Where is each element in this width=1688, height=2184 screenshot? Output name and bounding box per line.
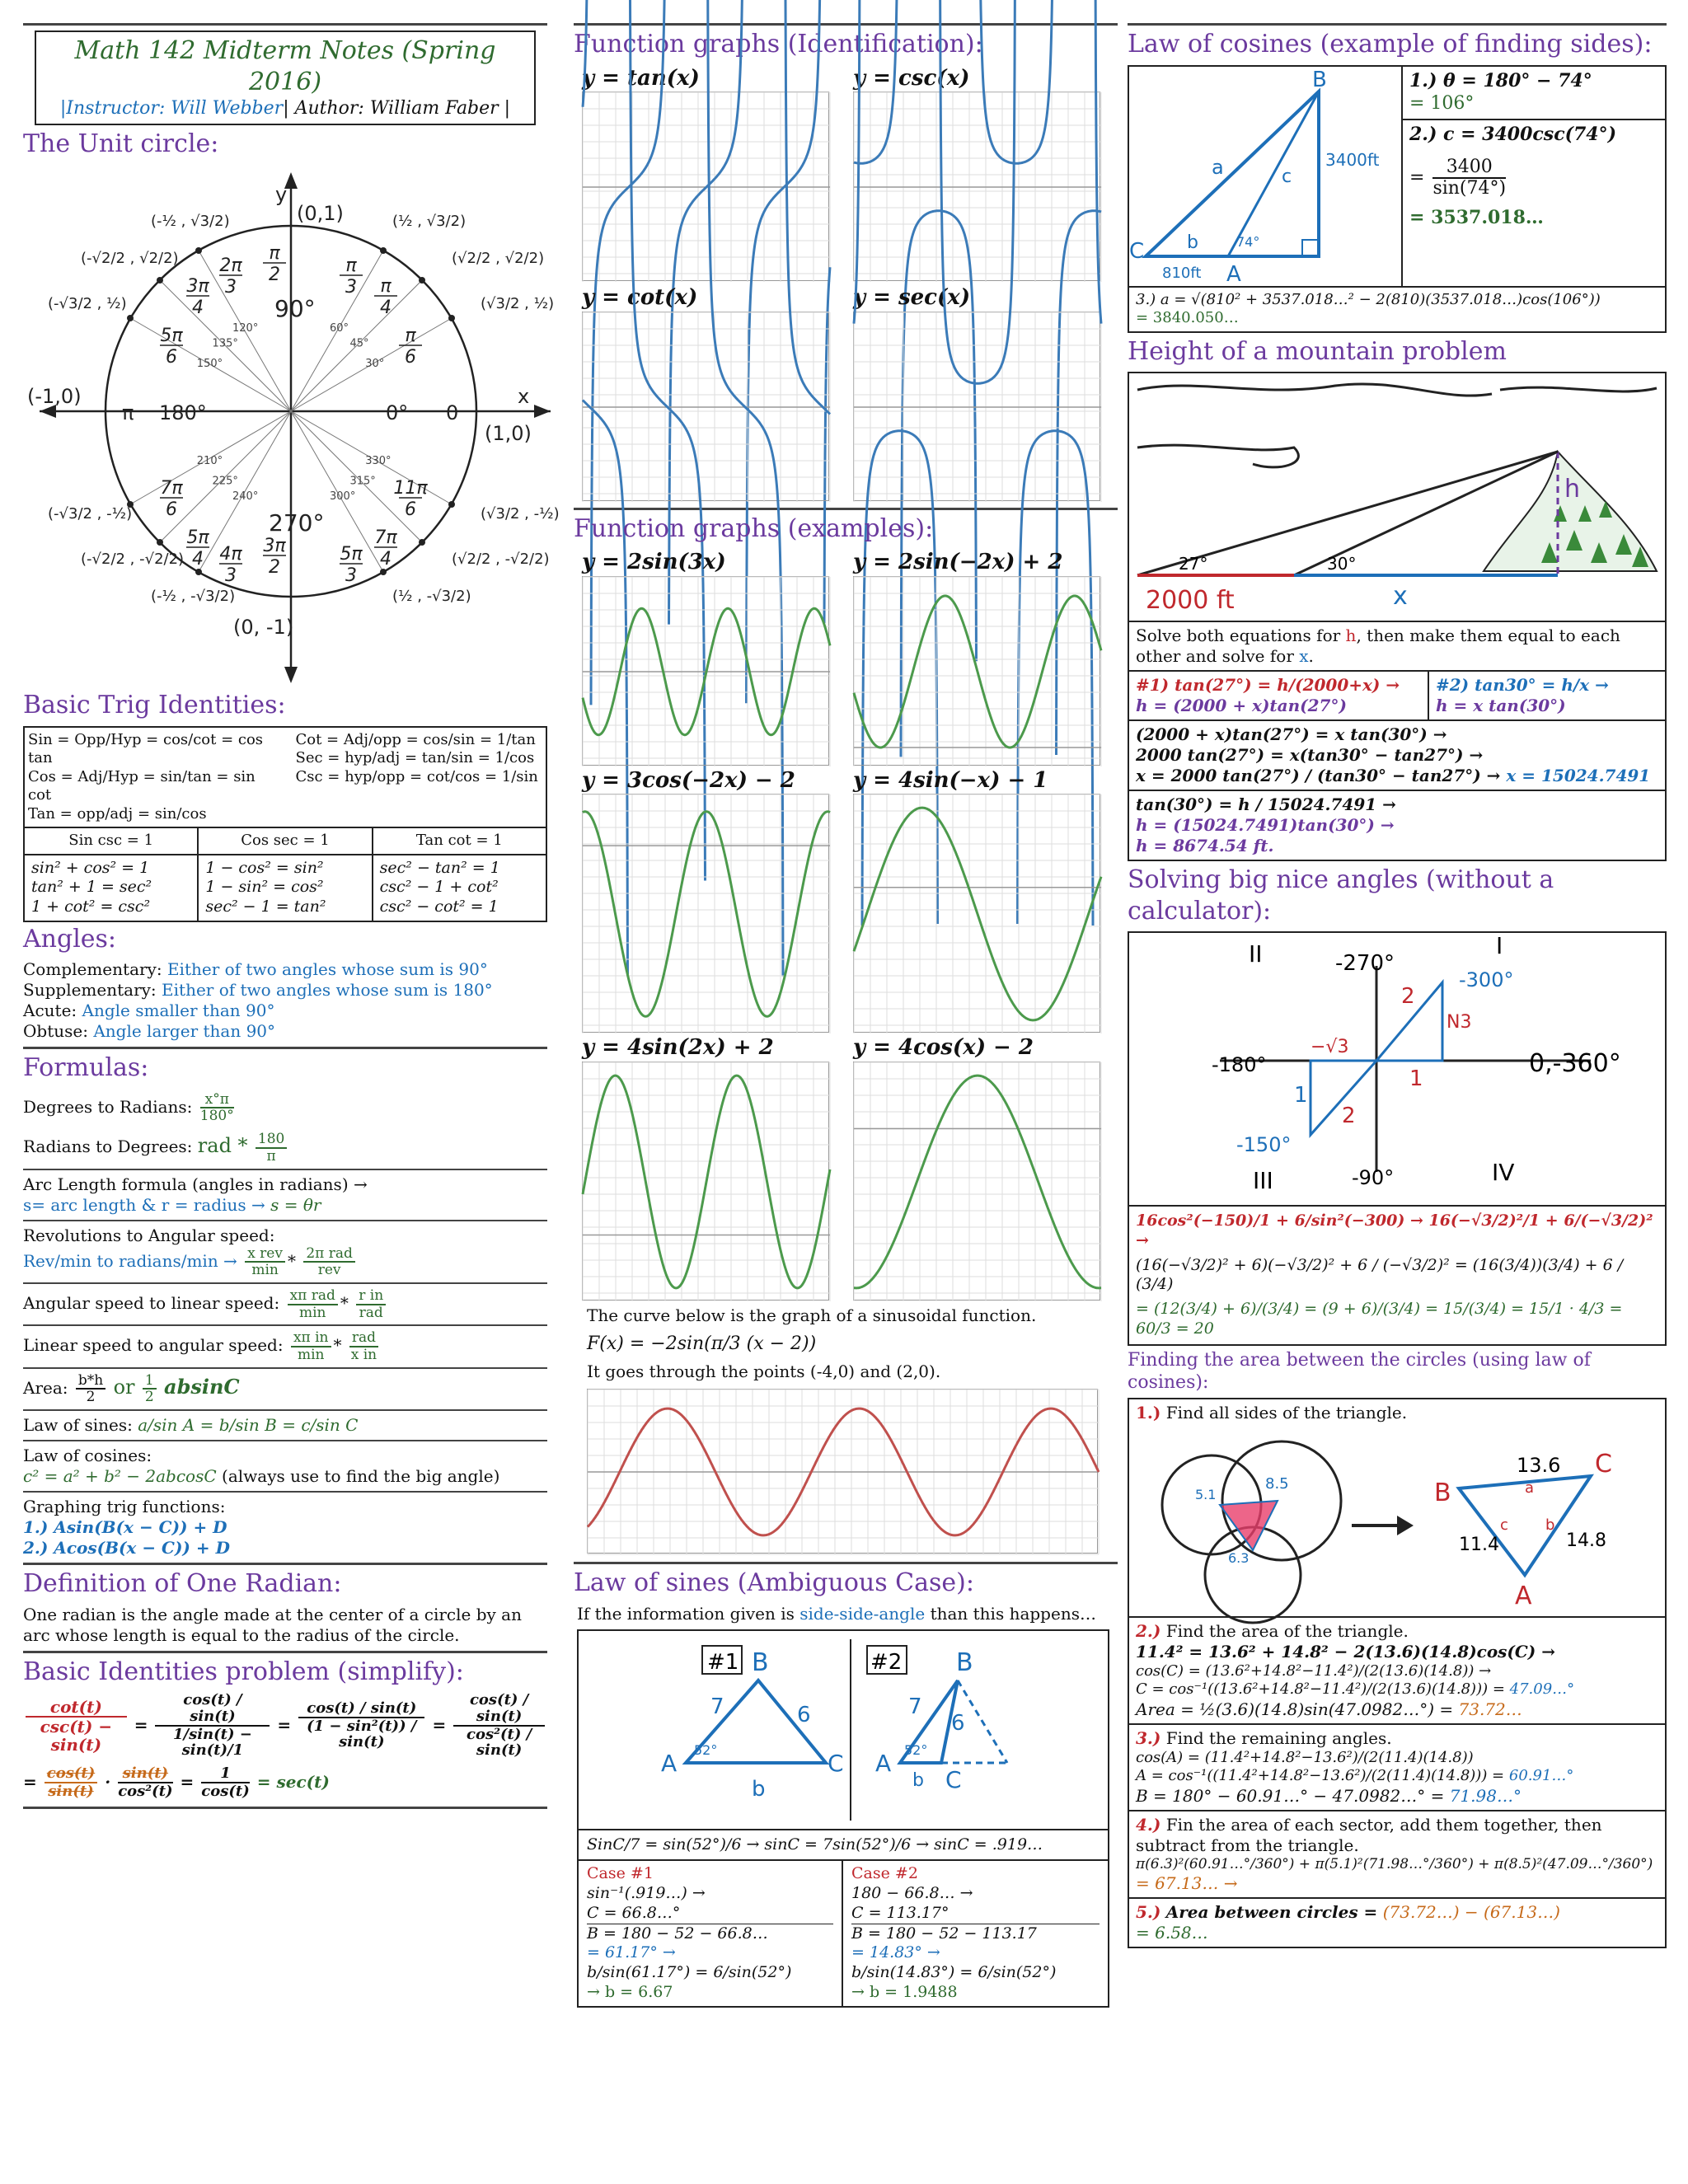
degree-label: 300° [330, 490, 356, 504]
degree-label: 330° [365, 455, 392, 467]
angle-fraction: 3π [186, 276, 209, 297]
mountain-heading: Height of a mountain problem [1128, 336, 1507, 366]
function-curve [583, 812, 830, 1017]
angle-fraction: 2 [269, 265, 280, 285]
column-right [1128, 23, 1667, 1948]
loc-step3: 3.) a = √(810² + 3537.018…² − 2(810)(3537.018…)cos(106°)) = 3840.050… [1128, 288, 1667, 333]
degree-label: 210° [196, 455, 223, 467]
pyth-identity: sec² − tan² = 1 [379, 858, 500, 877]
angle-term: Supplementary: [23, 980, 157, 1001]
angle-fraction: 3 [345, 565, 357, 586]
svg-text:2: 2 [1401, 984, 1415, 1009]
coordinate-label: (-√2/2 , -√2/2) [81, 551, 185, 568]
coordinate-label: (√2/2 , √2/2) [452, 250, 545, 267]
function-curve [854, 596, 1101, 748]
angle-fraction: 5π [340, 544, 363, 565]
angle-fraction: π [405, 326, 416, 346]
tan-graph [582, 91, 829, 281]
degree-label: 30° [365, 358, 385, 370]
sinusoid-graph [587, 1389, 1098, 1554]
angle-fraction: 2π [219, 255, 242, 276]
svg-text:c: c [1500, 1516, 1508, 1534]
angle-fraction: 4 [192, 298, 204, 318]
angle-term: Obtuse: [23, 1021, 88, 1042]
case-2: Case #2 180 − 66.8… → C = 113.17° B = 180 − 52 − 113.17 = 14.83° → b/sin(14.83°) = 6/sin(52°) → b = 1.9488 [843, 1861, 1108, 2005]
deg180-label: 180° [159, 401, 207, 424]
circles-heading: Finding the area between the circles (using law of cosines): [1128, 1349, 1591, 1393]
loc-triangle [1129, 67, 1401, 286]
loc-example-heading: Law of cosines (example of finding sides): [1128, 30, 1653, 59]
pyth-identity: tan² + 1 = sec² [31, 878, 152, 897]
angle-fraction: 7π [160, 478, 183, 499]
function-curve [583, 608, 830, 734]
angle-fraction: 6 [166, 499, 177, 520]
svg-text:a: a [1525, 1479, 1535, 1497]
svg-text:a: a [1212, 155, 1224, 179]
svg-text:7: 7 [908, 1694, 922, 1719]
title-box [35, 30, 536, 125]
angle-fraction: 4 [380, 549, 392, 569]
recip-tan-cot: Tan cot = 1 [373, 827, 546, 855]
svg-text:3400ft: 3400ft [1325, 149, 1380, 170]
angle-fraction: 5π [186, 527, 209, 548]
fn-ex-heading: Function graphs (examples): [574, 513, 934, 543]
identities-result: = sec(t) [256, 1772, 330, 1793]
svg-text:A: A [1515, 1581, 1532, 1610]
csc-graph [853, 91, 1100, 281]
angle-fraction: 3 [225, 277, 237, 298]
pyth-identity: csc² − 1 + cot² [379, 878, 499, 897]
angle-fraction: π [380, 276, 392, 297]
graph-label: y = sec(x) [853, 285, 971, 310]
svg-text:B: B [1312, 67, 1327, 92]
sec-graph [853, 312, 1100, 501]
angle-fraction: 6 [405, 347, 416, 368]
graph-label: y = csc(x) [853, 65, 970, 91]
coordinate-label: (-√3/2 , -½) [48, 505, 133, 523]
divider [23, 23, 547, 26]
svg-text:II: II [1249, 940, 1263, 968]
svg-text:6: 6 [951, 1710, 965, 1736]
graph-label: y = 2sin(−2x) + 2 [853, 550, 1063, 574]
svg-text:810ft: 810ft [1162, 264, 1202, 282]
angle-fraction: 11π [393, 478, 428, 499]
column-left: Math 142 Midterm Notes (Spring 2016) |Instructor: Will Webber| Author: William Faber | The Unit circle: y x (0,1) (0, -1) (-1,0) (1,0) π 180° 0° 0 90° 270° π 2 3π 2 π 3 2π 3 4π 3 5π 3 π 4 3π 4 5π 4 7π 4 π 6 5π 6 7π 6 11π 6 30° 45° 60° 120° 135° 150° 210° 225° 240° 300° 315° 330° (½ , √3/2) (√2/2 , √2/2) (√3/2 , ½) (-½ , √3/2) (-√2/2 , √2/2) (-√3/2 , ½) (-√3/2 , -½) (-√2/2 , -√2/2) (-½ , -√3/2) (√3/2 , -½) (√2/2 , -√2/2) (½ , -√3/2) Basic Trig Identities: Sin = Opp/Hyp = cos/cot = cos tan Cos = Adj/Hyp = sin/tan = sin cot Tan = opp/adj = sin/cos Cot = Adj/opp = cos/sin = 1/tan Sec = hyp/adj = tan/sin = 1/cos Csc = hyp/opp = cot/cos = 1/sin Sin csc = 1 Cos sec = 1 Tan cot = 1 sin² + cos² = 1 tan² + 1 = sec² 1 + cot² = csc² 1 − cos² = sin² 1 − sin² = cos² sec² − 1 = tan² sec² − tan² = 1 csc² − 1 + cot² csc² − cot² = 1 Angles: Complementary: Either of two angles whose sum is 90° Supplementary: Either of two angles whose sum is 180° Acute: Angle smaller than 90° Obtuse: Angle larger than 90° Formulas: Degrees to Radians: $\frac{x^\circ\pi}{180^\circ}$ Radians to Degrees: rad * $\frac{180}{\pi}$ Arc Length formula (angles in radians) → s= arc length & r = radius → s = θr Revolutions to Angular speed: Rev/min to radians/min → $\frac{\text{x rev}}{\min}$ * $\frac{\text{2π rad}}{\text{rev}}$ Angular speed to linear speed: $\frac{\text{xπ rad}}{\min}$ * $\frac{\text{r in}}{\text{rad}}$ Linear speed to angular speed: $\frac{\text{xπ in}}{\min}$ * $\frac{\text{rad}}{\text{x in}}$ Area: $\frac{b*h}{2}$ or $\frac{1}{2}$ absinC Law of sines: a/sin A = b/sin B = c/sin C Law of cosines: c² = a² + b² − 2abcosC (always use to find the big angle) Graphing trig functions: 1.) Asin(B(x − C)) + D 2.) Acos(B(x − C)) + D Definition of One Radian: One radian is the angle made at the center of a circle by an arc whose length is equal to the radius of the circle. Basic Identities problem (simplify): $\frac{\cot(t)}{\csc(t) - \sin(t)}$ = $\frac{\cos(t) / \sin(t)}{1/\sin(t) - \sin(t)/1}$ = $\frac{\cos(t) / \sin(t)}{\text{(1 − sin²(t)) / sin(t)}}$ = $\frac{\cos(t) / \sin(t)}{\text{cos²(t) / sin(t)}}$ = $\frac{\cos(t)}{\sin(t)}$ · $\frac{\sin(t)}{\text{cos²(t)}}$ = $\frac{1}{\cos(t)}$ = sec(t) [23, 23, 547, 1809]
pyth-identity: 1 + cot² = csc² [31, 898, 151, 916]
coordinate-label: (-½ , -√3/2) [151, 588, 236, 605]
cot-graph [582, 312, 829, 501]
cos-definition: Cos = Adj/Hyp = sin/tan = sin cot [28, 767, 256, 804]
coordinate-label: (-½ , √3/2) [151, 213, 230, 230]
degree-label: 135° [212, 337, 238, 350]
graph-label: y = 2sin(3x) [582, 550, 726, 574]
example-graph [582, 576, 829, 766]
svg-text:52°: 52° [694, 1741, 718, 1758]
angle-def: Either of two angles whose sum is 90° [166, 959, 488, 980]
pyth-identity: csc² − cot² = 1 [379, 898, 499, 916]
example-graph [582, 794, 829, 1033]
angle-fraction: 4 [380, 298, 392, 318]
svg-text:30°: 30° [1327, 554, 1357, 574]
svg-text:h: h [1564, 475, 1581, 504]
svg-text:x: x [1393, 582, 1408, 611]
coordinate-label: (-√2/2 , √2/2) [81, 250, 179, 267]
graph-label: y = 4sin(−x) − 1 [853, 767, 1048, 793]
angle-fraction: 3 [225, 565, 237, 586]
loc-example-box: B A C a b c 74° 3400ft 810ft 1.) θ = 180° − 74° = 106° 2.) c = 3400csc(74°) = $\frac{3400}{\sin(74^\circ)}$ = 3537.018… [1128, 65, 1667, 288]
instructor: |Instructor: Will Webber [59, 98, 284, 119]
page-title: Math 142 Midterm Notes (Spring 2016) [74, 36, 496, 96]
example-graph [582, 1062, 829, 1301]
sec-definition: Sec = hyp/adj = tan/sin = 1/cos [295, 749, 535, 766]
angles-list [23, 959, 547, 1042]
example-graph [853, 794, 1100, 1033]
trig-identities-table [23, 726, 547, 922]
function-curve [854, 1076, 1101, 1288]
svg-text:C: C [1595, 1449, 1612, 1479]
function-curve [854, 808, 1101, 1020]
trig-identities-heading: Basic Trig Identities: [23, 691, 286, 719]
pyth-identity: 1 − sin² = cos² [205, 878, 324, 897]
svg-text:N3: N3 [1447, 1012, 1472, 1033]
degree-label: 150° [196, 358, 223, 370]
svg-text:III: III [1253, 1167, 1273, 1194]
svg-text:A: A [661, 1749, 678, 1777]
angle-fraction: 5π [160, 326, 183, 346]
angle-fraction: 6 [166, 347, 177, 368]
svg-text:I: I [1496, 932, 1503, 959]
svg-text:11.4: 11.4 [1459, 1534, 1499, 1555]
angle-fraction: π [345, 255, 357, 276]
svg-text:6.3: 6.3 [1228, 1549, 1250, 1566]
angle-term: Acute: [23, 1001, 77, 1021]
deg0-label: 0° [386, 401, 409, 424]
svg-text:C: C [945, 1765, 962, 1793]
pyth-identity: sin² + cos² = 1 [31, 858, 150, 877]
svg-text:14.8: 14.8 [1566, 1530, 1606, 1551]
angle-def: Angle larger than 90° [93, 1021, 276, 1042]
ambiguous-equation: SinC/7 = sin(52°)/6 → sinC = 7sin(52°)/6 → sinC = .919… [579, 1829, 1108, 1860]
point-top: (0,1) [297, 202, 344, 225]
degree-label: 225° [212, 475, 238, 488]
identities-problem-heading: Basic Identities problem (simplify): [23, 1657, 464, 1686]
svg-text:b: b [752, 1776, 766, 1802]
sin-definition: Sin = Opp/Hyp = cos/cot = cos tan [28, 730, 264, 766]
deg90-label: 90° [274, 295, 316, 322]
degree-label: 240° [232, 490, 259, 504]
identities-problem: $\frac{\cot(t)}{\csc(t) - \sin(t)}$ = $\frac{\cos(t) / \sin(t)}{1/\sin(t) - \sin(t)/1}$ = $\frac{\cos(t) / \sin(t)}{\text{(1 − sin²(t)) / sin(t)}}$ = $\frac{\cos(t) / \sin(t)}{\text{cos²(t) / sin(t)}}$ [23, 1692, 547, 1759]
svg-text:B: B [1434, 1478, 1451, 1507]
point-right: (1,0) [485, 422, 532, 445]
svg-text:−√3: −√3 [1311, 1037, 1349, 1057]
recip-sin-csc: Sin csc = 1 [24, 827, 198, 855]
svg-text:-90°: -90° [1352, 1166, 1395, 1189]
axis-x-label: x [518, 385, 530, 408]
svg-text:2000 ft: 2000 ft [1146, 586, 1235, 615]
svg-text:B: B [752, 1647, 769, 1677]
coordinate-label: (√3/2 , ½) [481, 295, 555, 312]
zero-label: 0 [446, 401, 459, 424]
svg-text:C: C [1129, 238, 1145, 264]
svg-text:1: 1 [1294, 1083, 1308, 1108]
svg-text:A: A [1226, 261, 1241, 287]
coordinate-label: (-√3/2 , ½) [48, 295, 127, 312]
tan-definition: Tan = opp/adj = sin/cos [28, 804, 207, 823]
graph-label: y = 3cos(−2x) − 2 [582, 767, 795, 793]
svg-text:c: c [1282, 166, 1292, 187]
graph-label: y = 4sin(2x) + 2 [582, 1035, 774, 1060]
svg-text:B: B [956, 1647, 973, 1677]
example-graph [853, 1062, 1100, 1301]
deg270-label: 270° [269, 509, 325, 537]
example-graph [853, 576, 1100, 766]
mountain-box: 27° 30° h x 2000 ft Solve both equations for h, then make them equal to each other and solve for x. #1) tan(27°) = h/(2000+x) → h = (2000 + x)tan(27°) #2) tan30° = h/x → h = x tan(30°) (2000 + x)tan(27°) = x tan(30°) → 2000 tan(27°) = x(tan30° − tan27°) → x = 2000 tan(27°) / (tan30° − tan27°) → x = 15024.7491 tan(30°) = h / 15024.7491 → h = (15024.7491)tan(30°) → h = 8674.54 ft. [1128, 372, 1667, 861]
coordinate-label: (½ , √3/2) [392, 213, 467, 230]
graph-label: y = tan(x) [582, 65, 700, 91]
svg-text:-180°: -180° [1212, 1053, 1267, 1076]
fn-id-heading: Function graphs (Identification): [574, 30, 983, 59]
radian-heading: Definition of One Radian: [23, 1569, 342, 1598]
point-bottom: (0, -1) [233, 616, 294, 639]
unit-circle-diagram [23, 164, 560, 700]
ambiguous-diagram [579, 1631, 1108, 1829]
circles-diagram [1129, 1427, 1665, 1616]
angle-fraction: 3 [345, 277, 357, 298]
angle-fraction: 2 [269, 557, 280, 578]
sinusoid-points: It goes through the points (-4,0) and (2,0). [587, 1361, 941, 1381]
svg-text:b: b [912, 1769, 924, 1791]
angle-fraction: π [269, 243, 280, 264]
formulas-block: Degrees to Radians: $\frac{x^\circ\pi}{180^\circ}$ Radians to Degrees: rad * $\frac{180}{\pi}$ Arc Length formula (angles in radians) → s= arc length & r = radius → s = θr Revolutions to Angular speed: Rev/min to radians/min → $\frac{\text{x rev}}{\min}$ * $\frac{\text{2π rad}}{\text{rev}}$ Angular speed to linear speed: $\frac{\text{xπ rad}}{\min}$ * $\frac{\text{r in}}{\text{rad}}$ Linear speed to angular speed: $\frac{\text{xπ in}}{\min}$ * $\frac{\text{rad}}{\text{x in}}$ Area: $\frac{b*h}{2}$ or $\frac{1}{2}$ absinC Law of sines: a/sin A = b/sin B = c/sin C Law of cosines: c² = a² + b² − 2abcosC (always use to find the big angle) Graphing trig functions: 1.) Asin(B(x − C)) + D 2.) Acos(B(x − C)) + D [23, 1089, 547, 1563]
svg-text:-150°: -150° [1236, 1133, 1292, 1156]
svg-text:#1: #1 [707, 1649, 739, 1675]
author: | Author: William Faber | [283, 98, 511, 119]
pyth-identity: sec² − 1 = tan² [205, 898, 326, 916]
ambiguous-heading: Law of sines (Ambiguous Case): [574, 1568, 974, 1597]
svg-text:IV: IV [1492, 1159, 1515, 1186]
function-curve [583, 1076, 830, 1288]
svg-text:b: b [1545, 1516, 1555, 1534]
angle-term: Complementary: [23, 959, 162, 980]
unit-circle-heading: The Unit circle: [23, 129, 219, 158]
svg-text:2: 2 [1342, 1104, 1356, 1128]
coordinate-label: (√2/2 , -√2/2) [452, 551, 550, 568]
svg-text:b: b [1187, 232, 1198, 253]
big-angles-box: II I III IV -270° -300° -180° 0,-360° -150° -90° −√3 N3 2 1 2 1 16cos²(−150)/1 + 6/sin²(−300) → 16(−√3/2)²/1 + 6/(−√3/2)² → (16(−√3/2)² + 6)(−√3/2)² + 6 / (−√3/2)² = (16(3/4))(3/4) + 6 / (3/4) = (12(3/4) + 6)/(3/4) = (9 + 6)/(3/4) = 15/(3/4) = 15/1 · 4/3 = 60/3 = 20 [1128, 931, 1667, 1346]
sinusoid-text: The curve below is the graph of a sinusoidal function. [587, 1305, 1037, 1325]
svg-text:1: 1 [1409, 1066, 1423, 1091]
angle-def: Either of two angles whose sum is 180° [162, 980, 493, 1001]
formulas-heading: Formulas: [23, 1053, 149, 1083]
svg-text:5.1: 5.1 [1195, 1486, 1217, 1502]
point-left: (-1,0) [27, 385, 82, 408]
coordinate-label: (√3/2 , -½) [481, 505, 560, 523]
svg-text:27°: 27° [1179, 554, 1208, 574]
svg-text:#2: #2 [870, 1649, 903, 1675]
pi-label: π [122, 401, 134, 424]
angle-fraction: 4π [219, 544, 242, 565]
graph-label: y = cot(x) [582, 285, 698, 310]
degree-label: 45° [349, 337, 369, 350]
svg-text:-300°: -300° [1459, 968, 1514, 991]
sinusoid-equation: F(x) = −2sin(π/3 (x − 2)) [587, 1333, 817, 1354]
svg-text:6: 6 [797, 1702, 811, 1727]
csc-definition: Csc = hyp/opp = cot/cos = 1/sin [295, 767, 538, 785]
radian-text: One radian is the angle made at the center of a circle by an arc whose length is equal to the radius of the circle. [23, 1604, 522, 1645]
degree-label: 315° [349, 475, 376, 488]
degree-label: 60° [330, 321, 349, 335]
case-1: Case #1 sin⁻¹(.919…) → C = 66.8…° B = 180 − 52 − 66.8… = 61.17° → b/sin(61.17°) = 6/sin(52°) → b = 6.67 [579, 1861, 843, 2005]
mountain-diagram [1129, 373, 1665, 621]
svg-text:7: 7 [710, 1694, 724, 1719]
recip-cos-sec: Cos sec = 1 [198, 827, 372, 855]
graph-label: y = 4cos(x) − 2 [853, 1035, 1034, 1060]
angles-heading: Angles: [23, 924, 117, 954]
svg-text:8.5: 8.5 [1265, 1474, 1289, 1493]
ambiguous-box [577, 1629, 1109, 2008]
circles-box: 1.) Find all sides of the triangle. 5.1 8.5 6.3 B C A 13.6 11.4 14.8 a b c 2.) Find the area of the triangle. 11.4² = 13.6² + 14.8² − 2(13.6)(14.8)cos(C) → cos(C) = (13.6²+14.8²−11.4²)/(2(13.6)(14.8)) → C = cos⁻¹((13.6²+14.8²−11.4²)/(2(13.6)(14.8))) = 47.09…° Area = ½(3.6)(14.8)sin(47.0982…°) = 73.72… 3.) Find the remaining angles. cos(A) = (11.4²+14.8²−13.6²)/(2(11.4)(14.8)) A = cos⁻¹((11.4²+14.8²−13.6²)/(2(11.4)(14.8))) = 60.91…° B = 180° − 60.91…° − 47.0982…° = 71.98…° 4.) Fin the area of each sector, add them together, then subtract from the triangle. π(6.3)²(60.91…°/360°) + π(5.1)²(71.98…°/360°) + π(8.5)²(47.09…°/360°) = 67.13… → 5.) Area between circles = (73.72…) − (67.13…) = 6.58… [1128, 1398, 1667, 1948]
svg-text:C: C [828, 1749, 844, 1777]
svg-text:0,-360°: 0,-360° [1529, 1049, 1621, 1078]
angle-fraction: 6 [405, 499, 416, 520]
angle-fraction: 7π [374, 527, 397, 548]
svg-text:52°: 52° [904, 1741, 928, 1758]
coordinate-label: (½ , -√3/2) [392, 588, 471, 605]
angle-fraction: 4 [192, 549, 204, 569]
degree-label: 120° [232, 321, 259, 335]
angle-def: Angle smaller than 90° [82, 1001, 275, 1021]
svg-text:A: A [875, 1749, 892, 1777]
svg-text:13.6: 13.6 [1517, 1453, 1561, 1477]
pyth-identity: 1 − cos² = sin² [205, 858, 324, 877]
big-angles-diagram [1129, 933, 1665, 1205]
svg-text:-270°: -270° [1335, 951, 1395, 976]
big-angles-heading: Solving big nice angles (without a calculator): [1128, 865, 1554, 926]
cot-definition: Cot = Adj/opp = cos/sin = 1/tan [295, 730, 536, 748]
svg-text:74°: 74° [1236, 233, 1260, 250]
axis-y-label: y [275, 183, 288, 206]
angle-fraction: 3π [263, 536, 286, 556]
column-middle: Function graphs (Identification): y = tan(x) y = csc(x) y = cot(x) y = sec(x) Function graphs (examples): y = 2sin(3x) y = 2sin(−2x) + 2 y = 3cos(−2x) − 2 y = 4sin(−x) − 1 y = 4sin(2x) + 2 y = 4cos(x) − 2 The curve below is the graph of a sinusoidal function. F(x) = −2sin(π/3 (x − 2)) It goes through the points (-4,0) and (2,0). Law of sines (Ambiguous Case): If the information given is side-side-angle than this happens… #1 B A C 7 6 b 52° #2 B A C 7 6 b 52° SinC/7 = sin(52°)/6 → sinC = 7sin(52°)/6 → sinC = .919… Case #1 sin⁻¹(.919…) → C = 66.8…° B = 180 − 52 − 66.8… = 61.17° → b/sin(61.17°) = 6/sin(52°) → b = 6.67 Case #2 180 − 66.8… → C = 113.17° B = 180 − 52 − 113.17 = 14.83° → b/sin(14.83°) = 6/sin(52°) → b = 1.9488 [574, 23, 1118, 2008]
